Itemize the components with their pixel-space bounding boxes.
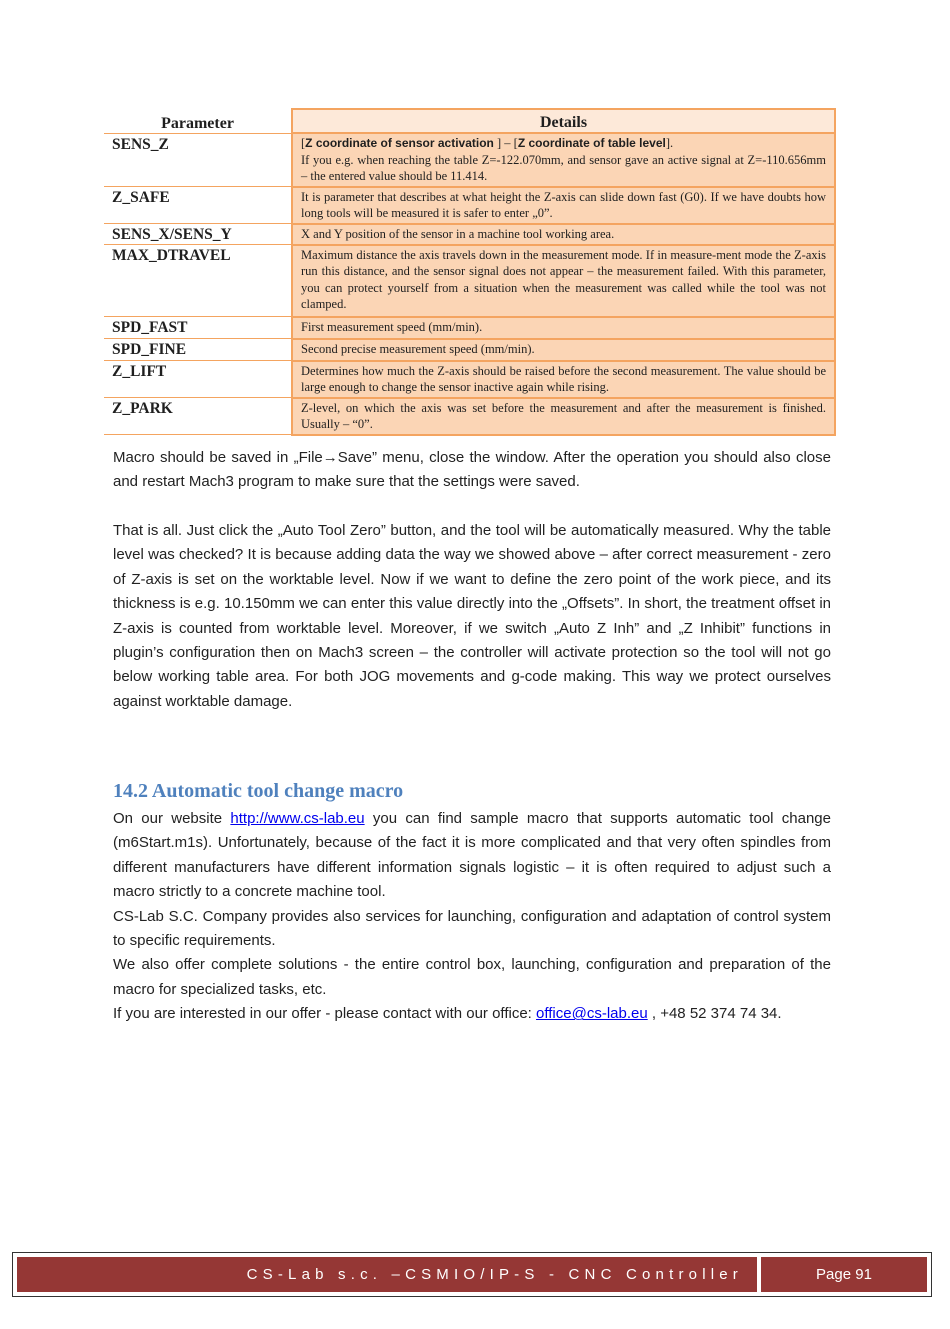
- param-desc: Determines how much the Z-axis should be raised before the second measurement. The value should be large enough to change the sensor inactive again while rising.: [292, 361, 835, 398]
- table-row: [104, 133, 835, 187]
- param-name: Z_SAFE: [104, 187, 292, 224]
- param-name: SPD_FINE: [104, 339, 292, 361]
- param-desc: X and Y position of the sensor in a machine tool working area.: [292, 224, 835, 245]
- text-span: , +48 52 374 74 34.: [647, 1005, 782, 1023]
- paragraph-contact: [113, 1002, 831, 1026]
- param-desc: Maximum distance the axis travels down in the measurement mode. If in measure-ment mode the Z-axis run this distance, and the sensor signal does not appear – the measurement failed. With this parameter, you can protect yourself from a situation when the measurement was called while the tool was not clamped.: [292, 245, 835, 317]
- paragraph-solutions: We also offer complete solutions - the entire control box, launching, configuration and preparation of the macro for specialized tasks, etc.: [113, 956, 831, 998]
- param-name: SPD_FAST: [104, 317, 292, 339]
- text-span: you can find sample macro that supports automatic tool change (m6Start.m1s). Unfortunately, because of the fact it is more complicated and that very often spindles from different manufacturers have different information signals logistic – it is often required to adjust such a macro strictly to a concrete machine tool.: [113, 810, 831, 901]
- section-heading: 14.2 Automatic tool change macro: [113, 780, 404, 802]
- paragraph-website: [113, 807, 831, 905]
- table-row: [104, 187, 835, 224]
- email-link[interactable]: office@cs-lab.eu: [536, 1005, 648, 1023]
- formula-term-a: Z coordinate of sensor activation: [305, 136, 494, 150]
- page-footer: [12, 1252, 932, 1297]
- section-body: [113, 807, 831, 1027]
- param-desc: Second precise measurement speed (mm/min).: [292, 339, 835, 361]
- param-name: SENS_X/SENS_Y: [104, 224, 292, 245]
- param-desc: First measurement speed (mm/min).: [292, 317, 835, 339]
- formula-term-b: Z coordinate of table level: [517, 136, 666, 150]
- formula-line: [Z coordinate of sensor activation ] – [Z coordinate of table level].: [301, 136, 674, 150]
- table-row: [104, 398, 835, 435]
- param-name: SENS_Z: [104, 133, 292, 187]
- page-number: Page 91: [761, 1257, 927, 1292]
- paragraph-text: Macro should be saved in „File→Save” menu, close the window. After the operation you should also close and restart Mach3 program to make sure that the settings were saved.: [113, 449, 831, 491]
- header-details: Details: [292, 109, 835, 133]
- auto-tool-zero-paragraph: [113, 519, 831, 714]
- text-span: On our website: [113, 810, 231, 827]
- parameter-table: [104, 108, 836, 436]
- param-desc: Z-level, on which the axis was set before the measurement and after the measurement is finished. Usually – “0”.: [292, 398, 835, 435]
- website-link[interactable]: http://www.cs-lab.eu: [230, 810, 365, 827]
- footer-title: CS-Lab s.c. –CSMIO/IP-S - CNC Controller: [17, 1257, 757, 1292]
- param-name: Z_PARK: [104, 398, 292, 435]
- table-row: [104, 317, 835, 339]
- param-name: MAX_DTRAVEL: [104, 245, 292, 317]
- table-row: [104, 339, 835, 361]
- text-span: If you are interested in our offer - please contact with our office:: [113, 1005, 537, 1023]
- param-name: Z_LIFT: [104, 361, 292, 398]
- table-row: [104, 224, 835, 245]
- param-desc: It is parameter that describes at what height the Z-axis can slide down fast (G0). If we have doubts how long tools will be measured it is safer to enter „0”.: [292, 187, 835, 224]
- save-instructions-paragraph: [113, 446, 831, 495]
- paragraph-text: That is all. Just click the „Auto Tool Zero” button, and the tool will be automatically measured. Why the table level was checked? It is because adding data the way we showed above – after correct measurement - zero of Z-axis is set on the worktable level. Now if we want to define the zero point of the work piece, and its thickness is e.g. 10.150mm we can enter this value directly into the „Offsets”. In short, the treatment offset in Z-axis is counted from worktable level. Moreover, if we switch „Auto Z Inh” and „Z Inhibit” functions in plugin’s configuration then on Mach3 screen – the controller will activate protection so the tool will not go below working table area. For both JOG movements and g-code making. This way we protect ourselves against worktable damage.: [113, 522, 831, 710]
- table-row: [104, 245, 835, 317]
- param-details: [292, 133, 835, 187]
- paragraph-services: CS-Lab S.C. Company provides also services for launching, configuration and adaptation of control system to specific requirements.: [113, 907, 831, 950]
- param-desc: If you e.g. when reaching the table Z=-122.070mm, and sensor gave an active signal at Z=-110.656mm – the entered value should be 11.414.: [301, 152, 826, 183]
- header-parameter: Parameter: [104, 109, 292, 133]
- table-row: [104, 361, 835, 398]
